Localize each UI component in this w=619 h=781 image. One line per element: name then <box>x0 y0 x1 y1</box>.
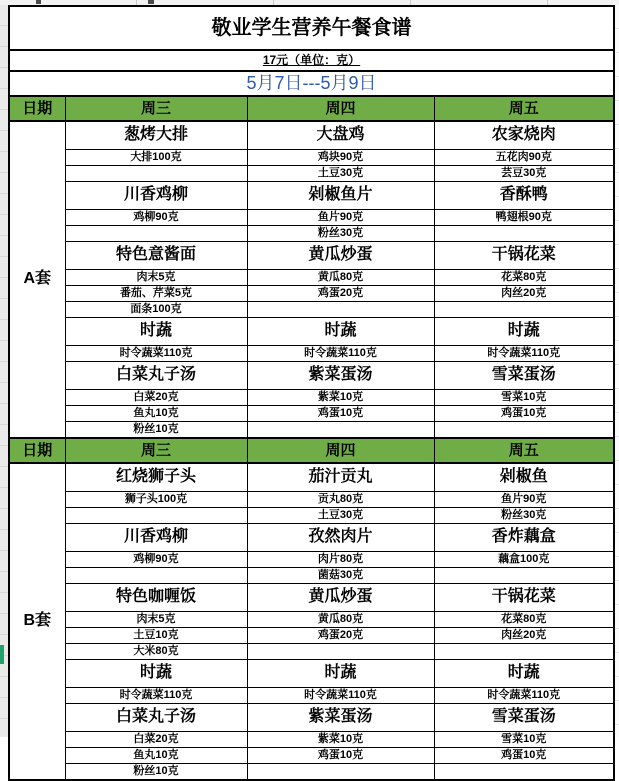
ingredient-row <box>9 226 614 242</box>
ingredient-cell[interactable] <box>434 568 614 584</box>
ingredient-cell[interactable]: 肉丝20克 <box>434 286 614 302</box>
header-day-0[interactable]: 周三 <box>65 438 247 463</box>
ingredient-row <box>9 166 614 182</box>
dish-name-cell[interactable]: 白菜丸子汤 <box>65 362 247 390</box>
ingredient-row <box>9 568 614 584</box>
dish-name-cell[interactable]: 时蔬 <box>247 660 434 688</box>
ingredient-cell[interactable] <box>434 302 614 318</box>
date-range-row <box>9 71 614 96</box>
page-title[interactable]: 敬业学生营养午餐食谱 <box>9 6 614 50</box>
ingredient-cell[interactable]: 鸡蛋20克 <box>247 286 434 302</box>
ingredient-cell[interactable]: 鸡蛋10克 <box>247 406 434 422</box>
dish-name-cell[interactable]: 时蔬 <box>434 318 614 346</box>
dish-name-row <box>9 660 614 688</box>
ingredient-row <box>9 688 614 704</box>
menu-table <box>8 5 615 781</box>
dish-name-cell[interactable]: 剁椒鱼片 <box>247 182 434 210</box>
dish-name-row <box>9 524 614 552</box>
ingredient-cell[interactable] <box>65 568 247 584</box>
ingredient-row <box>9 270 614 286</box>
ingredient-cell[interactable]: 芸豆30克 <box>434 166 614 182</box>
ingredient-cell[interactable]: 鱼丸10克 <box>65 748 247 764</box>
ingredient-cell[interactable]: 藕盒100克 <box>434 552 614 568</box>
dish-name-cell[interactable]: 黄瓜炒蛋 <box>247 584 434 612</box>
ingredient-cell[interactable] <box>65 166 247 182</box>
ingredient-cell[interactable]: 黄瓜80克 <box>247 612 434 628</box>
ingredient-cell[interactable]: 粉丝10克 <box>65 764 247 781</box>
dish-name-cell[interactable]: 川香鸡柳 <box>65 524 247 552</box>
ingredient-cell[interactable]: 鱼丸10克 <box>65 406 247 422</box>
dish-name-row <box>9 362 614 390</box>
ingredient-cell[interactable]: 紫菜10克 <box>247 390 434 406</box>
ingredient-cell[interactable]: 鸡蛋10克 <box>434 406 614 422</box>
ingredient-row <box>9 422 614 439</box>
ingredient-cell[interactable] <box>434 644 614 660</box>
ingredient-cell[interactable]: 白菜20克 <box>65 390 247 406</box>
ingredient-cell[interactable]: 五花肉90克 <box>434 150 614 166</box>
ingredient-cell[interactable]: 粉丝10克 <box>65 422 247 439</box>
dish-name-cell[interactable]: 紫菜蛋汤 <box>247 704 434 732</box>
ingredient-cell[interactable]: 雪菜10克 <box>434 390 614 406</box>
ingredient-cell[interactable]: 肉片80克 <box>247 552 434 568</box>
ingredient-cell[interactable]: 时令蔬菜110克 <box>65 688 247 704</box>
ingredient-cell[interactable] <box>247 422 434 439</box>
ingredient-cell[interactable]: 时令蔬菜110克 <box>247 688 434 704</box>
ingredient-cell[interactable]: 肉末5克 <box>65 270 247 286</box>
ingredient-cell[interactable]: 鸡蛋10克 <box>434 748 614 764</box>
ingredient-row <box>9 612 614 628</box>
ingredient-row <box>9 406 614 422</box>
ingredient-row <box>9 492 614 508</box>
dish-name-cell[interactable]: 时蔬 <box>65 318 247 346</box>
ingredient-cell[interactable] <box>65 226 247 242</box>
dish-name-cell[interactable]: 黄瓜炒蛋 <box>247 242 434 270</box>
ingredient-row <box>9 150 614 166</box>
ingredient-cell[interactable]: 白菜20克 <box>65 732 247 748</box>
ingredient-cell[interactable]: 肉末5克 <box>65 612 247 628</box>
ingredient-row <box>9 346 614 362</box>
ingredient-cell[interactable]: 时令蔬菜110克 <box>65 346 247 362</box>
ingredient-cell[interactable]: 贡丸80克 <box>247 492 434 508</box>
ingredient-cell[interactable] <box>434 764 614 781</box>
ingredient-cell[interactable]: 狮子头100克 <box>65 492 247 508</box>
ingredient-cell[interactable]: 粉丝30克 <box>247 226 434 242</box>
dish-name-cell[interactable]: 香酥鸭 <box>434 182 614 210</box>
ingredient-cell[interactable] <box>247 302 434 318</box>
dish-name-cell[interactable]: 干锅花菜 <box>434 242 614 270</box>
dish-name-row <box>9 584 614 612</box>
ingredient-cell[interactable]: 鸡蛋10克 <box>247 748 434 764</box>
dish-name-cell[interactable]: 特色咖喱饭 <box>65 584 247 612</box>
ingredient-cell[interactable]: 大米80克 <box>65 644 247 660</box>
spreadsheet-left-gutter <box>0 5 8 737</box>
ingredient-cell[interactable]: 土豆30克 <box>247 508 434 524</box>
ingredient-cell[interactable] <box>434 422 614 439</box>
dish-name-cell[interactable]: 白菜丸子汤 <box>65 704 247 732</box>
dish-name-row <box>9 318 614 346</box>
dish-name-cell[interactable]: 茄汁贡丸 <box>247 463 434 492</box>
header-date-label[interactable]: 日期 <box>9 96 65 121</box>
set-label-0[interactable]: A套 <box>9 121 65 438</box>
ingredient-cell[interactable]: 鸡柳90克 <box>65 552 247 568</box>
ingredient-cell[interactable]: 鱼片90克 <box>434 492 614 508</box>
cutoff-text-mark <box>148 0 154 4</box>
ingredient-row <box>9 302 614 318</box>
ingredient-cell[interactable]: 紫菜10克 <box>247 732 434 748</box>
header-date-label[interactable]: 日期 <box>9 438 65 463</box>
ingredient-row <box>9 390 614 406</box>
ingredient-row <box>9 508 614 524</box>
ingredient-row <box>9 732 614 748</box>
ingredient-cell[interactable] <box>434 226 614 242</box>
ingredient-row <box>9 628 614 644</box>
ingredient-cell[interactable]: 时令蔬菜110克 <box>434 688 614 704</box>
ingredient-cell[interactable]: 番茄、芹菜5克 <box>65 286 247 302</box>
ingredient-row <box>9 286 614 302</box>
cutoff-text-mark <box>36 0 41 4</box>
header-day-1[interactable]: 周四 <box>247 438 434 463</box>
ingredient-cell[interactable]: 黄瓜80克 <box>247 270 434 286</box>
dish-name-cell[interactable]: 川香鸡柳 <box>65 182 247 210</box>
dish-name-cell[interactable]: 大盘鸡 <box>247 121 434 150</box>
dish-name-row <box>9 242 614 270</box>
ingredient-cell[interactable]: 菌菇30克 <box>247 568 434 584</box>
dish-name-cell[interactable]: 雪菜蛋汤 <box>434 704 614 732</box>
ingredient-row <box>9 210 614 226</box>
ingredient-cell[interactable]: 鸭翅根90克 <box>434 210 614 226</box>
ingredient-cell[interactable]: 粉丝30克 <box>434 508 614 524</box>
ingredient-cell[interactable]: 花菜80克 <box>434 270 614 286</box>
price-note: 17元（单位：克） <box>262 53 361 68</box>
dish-name-cell[interactable]: 雪菜蛋汤 <box>434 362 614 390</box>
day-header-row <box>9 96 614 121</box>
ingredient-cell[interactable] <box>247 644 434 660</box>
dish-name-cell[interactable]: 红烧狮子头 <box>65 463 247 492</box>
ingredient-cell[interactable]: 鱼片90克 <box>247 210 434 226</box>
dish-name-cell[interactable]: 农家烧肉 <box>434 121 614 150</box>
ingredient-row <box>9 644 614 660</box>
title-row <box>9 6 614 50</box>
ingredient-row <box>9 764 614 781</box>
dish-name-cell[interactable]: 紫菜蛋汤 <box>247 362 434 390</box>
ingredient-cell[interactable]: 鸡柳90克 <box>65 210 247 226</box>
ingredient-cell[interactable]: 鸡块90克 <box>247 150 434 166</box>
ingredient-cell[interactable]: 面条100克 <box>65 302 247 318</box>
ingredient-cell[interactable]: 土豆30克 <box>247 166 434 182</box>
ingredient-cell[interactable] <box>65 508 247 524</box>
header-day-2[interactable]: 周五 <box>434 96 614 121</box>
date-range[interactable]: 5月7日---5月9日 <box>9 71 614 96</box>
dish-name-cell[interactable]: 干锅花菜 <box>434 584 614 612</box>
dish-name-row <box>9 463 614 492</box>
dish-name-row <box>9 121 614 150</box>
scroll-position-indicator <box>0 645 4 664</box>
dish-name-cell[interactable]: 葱烤大排 <box>65 121 247 150</box>
header-day-1[interactable]: 周四 <box>247 96 434 121</box>
dish-name-cell[interactable]: 时蔬 <box>247 318 434 346</box>
ingredient-cell[interactable]: 大排100克 <box>65 150 247 166</box>
ingredient-cell[interactable]: 肉丝20克 <box>434 628 614 644</box>
ingredient-cell[interactable]: 土豆10克 <box>65 628 247 644</box>
dish-name-row <box>9 704 614 732</box>
price-note-row <box>9 50 614 71</box>
ingredient-row <box>9 748 614 764</box>
day-header-row <box>9 438 614 463</box>
dish-name-cell[interactable]: 香炸藕盒 <box>434 524 614 552</box>
ingredient-cell[interactable] <box>247 764 434 781</box>
header-day-0[interactable]: 周三 <box>65 96 247 121</box>
dish-name-cell[interactable]: 时蔬 <box>434 660 614 688</box>
ingredient-cell[interactable]: 时令蔬菜110克 <box>247 346 434 362</box>
price-note-cell[interactable] <box>9 50 614 71</box>
ingredient-cell[interactable]: 时令蔬菜110克 <box>434 346 614 362</box>
dish-name-cell[interactable]: 孜然肉片 <box>247 524 434 552</box>
dish-name-cell[interactable]: 特色意酱面 <box>65 242 247 270</box>
dish-name-cell[interactable]: 剁椒鱼 <box>434 463 614 492</box>
header-day-2[interactable]: 周五 <box>434 438 614 463</box>
ingredient-cell[interactable]: 雪菜10克 <box>434 732 614 748</box>
ingredient-cell[interactable]: 鸡蛋20克 <box>247 628 434 644</box>
ingredient-cell[interactable]: 花菜80克 <box>434 612 614 628</box>
set-label-1[interactable]: B套 <box>9 463 65 780</box>
dish-name-row <box>9 182 614 210</box>
dish-name-cell[interactable]: 时蔬 <box>65 660 247 688</box>
ingredient-row <box>9 552 614 568</box>
